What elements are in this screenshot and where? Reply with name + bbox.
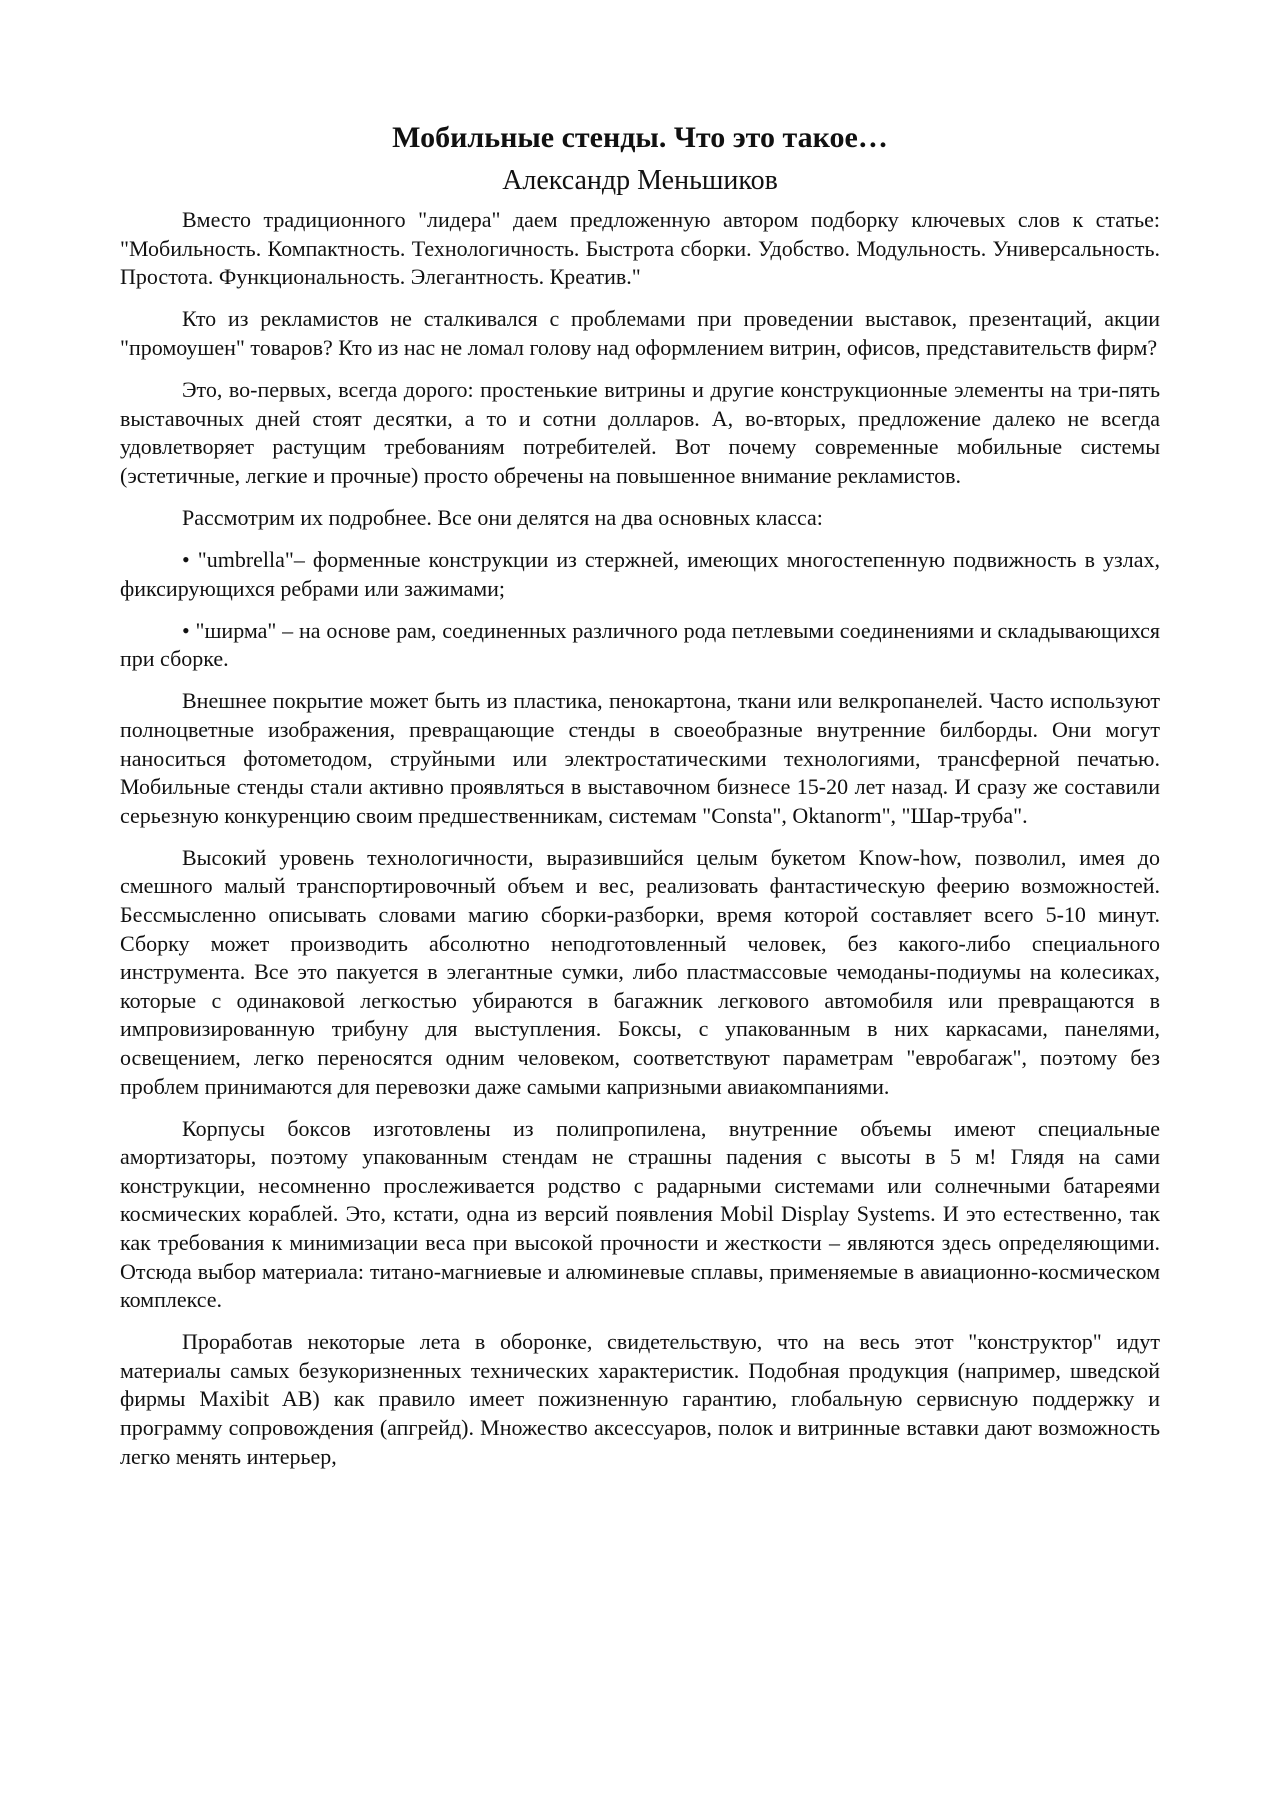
bullet-screen: • "ширма" – на основе рам, соединенных различного рода петлевыми соединениями и складывающихся при сборке. <box>120 617 1160 672</box>
article-title: Мобильные стенды. Что это такое… <box>392 121 888 154</box>
paragraph-cost: Это, во-первых, всегда дорого: простенькие витрины и другие конструкционные элементы на три-пять выставочных дней стоят десятки, а то и сотни долларов. А, во-вторых, предложение далеко не всегда удовлетворяет растущим требованиям потребителей. Вот почему современные мобильные системы (эстетичные, легкие и прочные) просто обречены на повышенное внимание рекламистов. <box>120 376 1160 488</box>
paragraph-coating: Внешнее покрытие может быть из пластика, пенокартона, ткани или велкропанелей. Часто используют полноцветные изображения, превращающие стенды в своеобразные внутренние билборды. Они могут наноситься фотометодом, струйными или электростатическими технологиями, трансферной печатью. Мобильные стенды стали активно проявляться в выставочном бизнесе 15-20 лет назад. И сразу же составили серьезную конкуренцию своим предшественникам, системам "Consta", Oktanorm", "Шар-труба". <box>120 688 1160 828</box>
paragraph-problems: Кто из рекламистов не сталкивался с проблемами при проведении выставок, презентаций, акции "промоушен" товаров? Кто из нас не ломал голову над оформлением витрин, офисов, представительств фирм? <box>120 306 1160 360</box>
bullet-umbrella: • "umbrella"– форменные конструкции из стержней, имеющих многостепенную подвижность в узлах, фиксирующихся ребрами или зажимами; <box>120 546 1160 601</box>
paragraph-boxes: Корпусы боксов изготовлены из полипропилена, внутренние объемы имеют специальные амортизаторы, поэтому упакованным стендам не страшны падения с высоты в 5 м! Глядя на сами конструкции, несомненно прослеживается родство с радарными системами или солнечными батареями космических кораблей. Это, кстати, одна из версий появления Mobil Display Systems. И это естественно, так как требования к минимизации веса при высокой прочности и жесткости – являются здесь определяющими. Отсюда выбор материала: титано-магниевые и алюминевые сплавы, применяемые в авиационно-космическом комплексе. <box>120 1115 1160 1313</box>
paragraph-materials: Проработав некоторые лета в оборонке, свидетельствую, что на весь этот "конструктор" идут материалы самых безукоризненных технических характеристик. Подобная продукция (например, шведской фирмы Maxibit AB) как правило имеет пожизненную гарантию, глобальную сервисную поддержку и программу сопровождения (апгрейд). Множество аксессуаров, полок и витринные вставки дают возможность легко менять интерьер, <box>120 1329 1160 1469</box>
paragraph-intro-keywords: Вместо традиционного "лидера" даем предложенную автором подборку ключевых слов к статье: "Мобильность. Компактность. Технологичность. Быстрота сборки. Удобство. Модульность. Универсальность. Простота. Функциональность. Элегантность. Креатив." <box>120 207 1160 290</box>
paragraph-classes: Рассмотрим их подробнее. Все они делятся на два основных класса: <box>182 504 823 530</box>
document-page <box>120 118 1160 1485</box>
paragraph-technology: Высокий уровень технологичности, выразившийся целым букетом Know-how, позволил, имея до смешного малый транспортировочный объем и вес, реализовать фантастическую феерию возможностей. Бессмысленно описывать словами магию сборки-разборки, время которой составляет всего 5-10 минут. Сборку может производить абсолютно неподготовленный человек, без какого-либо специального инструмента. Все это пакуется в элегантные сумки, либо пластмассовые чемоданы-подиумы на колесиках, которые с одинаковой легкостью убираются в багажник легкового автомобиля или превращаются в импровизированную трибуну для выступления. Боксы, с упакованным в них каркасами, панелями, освещением, легко переносятся одним человеком, соответствуют параметрам "евробагаж", поэтому без проблем принимаются для перевозки даже самыми капризными авиакомпаниями. <box>120 844 1160 1099</box>
article-body <box>120 206 1160 1471</box>
article-author: Александр Меньшиков <box>502 165 778 196</box>
